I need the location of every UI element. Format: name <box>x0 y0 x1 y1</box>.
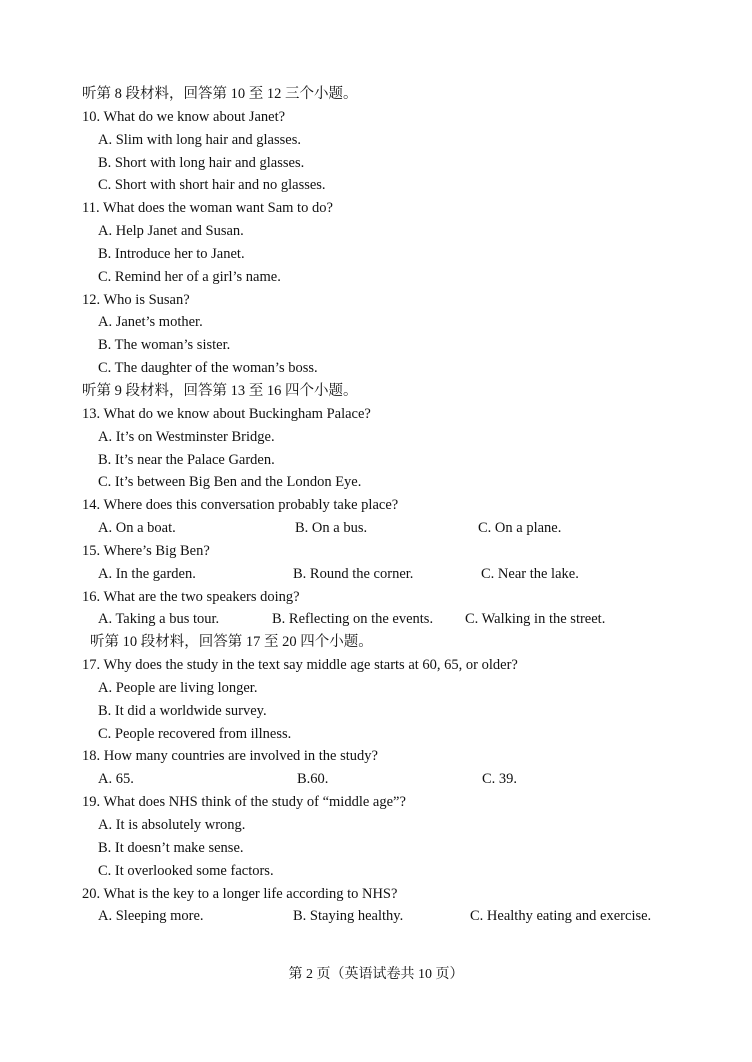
question-18-option-c: C. 39. <box>482 771 518 788</box>
question-11-stem: 11. What does the woman want Sam to do? <box>82 200 333 217</box>
question-11-option-a: A. Help Janet and Susan. <box>98 223 244 240</box>
question-17-option-b: B. It did a worldwide survey. <box>98 702 267 719</box>
question-13-stem: 13. What do we know about Buckingham Palace? <box>82 405 371 422</box>
section-instruction-8: 听第 8 段材料，回答第 10 至 12 三个小题。 <box>82 86 358 102</box>
question-19-option-c: C. It overlooked some factors. <box>98 862 274 879</box>
question-18-stem: 18. How many countries are involved in the study? <box>82 748 378 765</box>
question-14-option-b: B. On a bus. <box>295 520 368 537</box>
question-18-option-a: A. 65. <box>98 771 134 788</box>
section-instruction-9: 听第 9 段材料，回答第 13 至 16 四个小题。 <box>82 382 358 399</box>
question-20-stem: 20. What is the key to a longer life according to NHS? <box>82 885 398 902</box>
question-17-option-c: C. People recovered from illness. <box>98 725 292 742</box>
question-12-option-b: B. The woman’s sister. <box>98 337 231 354</box>
question-13-option-a: A. It’s on Westminster Bridge. <box>98 428 275 445</box>
question-18-option-b: B.60. <box>297 771 329 788</box>
page-footer: 第 2 页（英语试卷共 10 页） <box>288 967 464 982</box>
question-19-option-a: A. It is absolutely wrong. <box>98 817 246 833</box>
question-10-option-b: B. Short with long hair and glasses. <box>98 154 305 171</box>
question-17-option-a: A. People are living longer. <box>98 679 258 696</box>
question-20-options <box>82 905 682 928</box>
question-17-stem: 17. Why does the study in the text say middle age starts at 60, 65, or older? <box>82 657 518 674</box>
question-13-option-b: B. It’s near the Palace Garden. <box>98 451 275 468</box>
question-14-option-a: A. On a boat. <box>98 520 176 537</box>
question-12-option-a: A. Janet’s mother. <box>98 314 203 331</box>
question-16-options <box>82 608 682 631</box>
section-instruction-10: 听第 10 段材料，回答第 17 至 20 四个小题。 <box>90 634 373 651</box>
question-15-stem: 15. Where’s Big Ben? <box>82 542 210 559</box>
question-15-options <box>82 563 682 586</box>
question-15-option-c: C. Near the lake. <box>481 565 579 582</box>
question-20-option-a: A. Sleeping more. <box>98 908 204 925</box>
question-16-option-c: C. Walking in the street. <box>465 611 606 628</box>
question-12-option-c: C. The daughter of the woman’s boss. <box>98 360 318 377</box>
question-11-option-b: B. Introduce her to Janet. <box>98 245 245 262</box>
question-16-option-a: A. Taking a bus tour. <box>98 611 220 628</box>
question-10-option-c: C. Short with short hair and no glasses. <box>98 177 326 194</box>
question-11-option-c: C. Remind her of a girl’s name. <box>98 268 281 285</box>
question-10-option-a: A. Slim with long hair and glasses. <box>98 131 301 148</box>
question-20-option-b: B. Staying healthy. <box>293 908 404 925</box>
question-19-option-b: B. It doesn’t make sense. <box>98 839 244 856</box>
question-14-option-c: C. On a plane. <box>478 520 562 537</box>
question-list <box>82 83 682 928</box>
question-10-stem: 10. What do we know about Janet? <box>82 108 286 125</box>
question-19-stem: 19. What does NHS think of the study of “middle age”? <box>82 794 406 811</box>
question-16-option-b: B. Reflecting on the events. <box>272 611 434 628</box>
question-20-option-c: C. Healthy eating and exercise. <box>470 908 652 925</box>
question-12-stem: 12. Who is Susan? <box>82 291 190 308</box>
question-14-stem: 14. Where does this conversation probably take place? <box>82 497 399 514</box>
question-15-option-b: B. Round the corner. <box>293 565 414 582</box>
question-13-option-c: C. It’s between Big Ben and the London Eye. <box>98 474 362 491</box>
question-16-stem: 16. What are the two speakers doing? <box>82 588 300 605</box>
question-15-option-a: A. In the garden. <box>98 565 196 582</box>
question-14-options <box>82 517 682 540</box>
question-18-options <box>82 768 682 791</box>
